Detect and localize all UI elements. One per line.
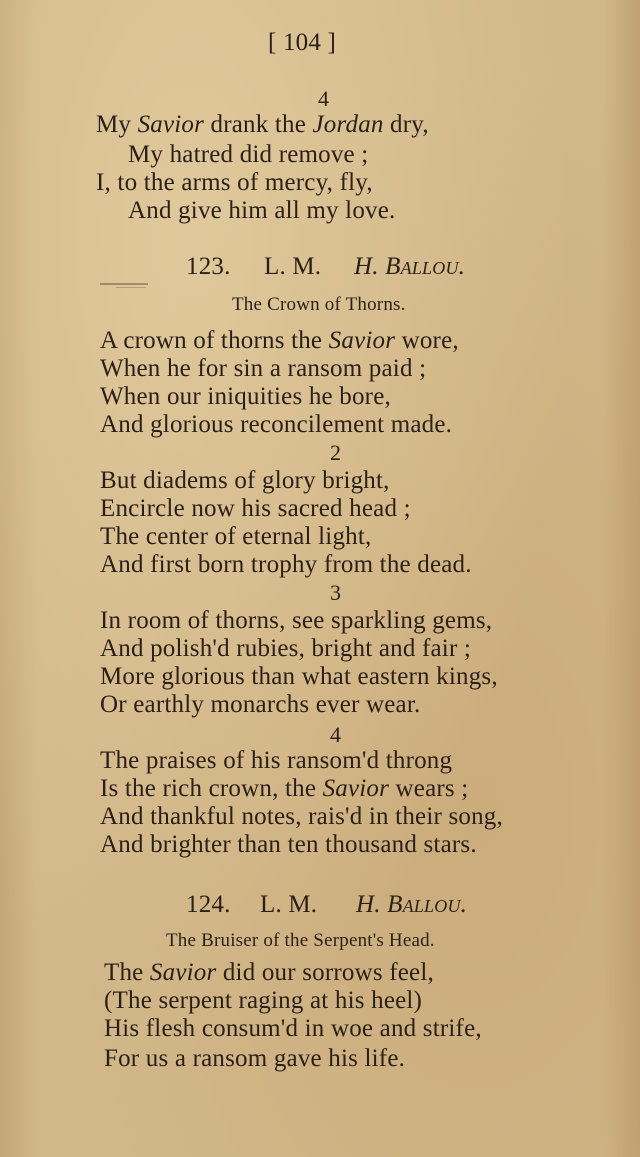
verse-line: In room of thorns, see sparkling gems, [100,607,493,634]
verse-line: Encircle now his sacred head ; [100,495,411,522]
verse-line: My Savior drank the Jordan dry, [96,111,429,138]
verse-line: For us a ransom gave his life. [104,1045,406,1072]
hymn-title: The Crown of Thorns. [232,294,406,315]
hymn-author: H. Ballou. [354,253,466,280]
italic-word: Savior [137,111,205,138]
hymn-meter: L. M. [260,891,318,918]
verse-line: And brighter than ten thousand stars. [100,831,477,858]
verse-line: And polish'd rubies, bright and fair ; [100,635,472,662]
hymn-number: 123. [186,253,231,280]
verse-line: The praises of his ransom'd throng [100,747,453,774]
verse-line: Or earthly monarchs ever wear. [100,691,421,718]
verse-line: His flesh consum'd in woe and strife, [104,1015,482,1042]
verse-line: Is the rich crown, the Savior wears ; [100,775,469,802]
italic-word: Jordan [312,111,384,138]
verse-number: 3 [330,580,342,605]
verse-line: And thankful notes, rais'd in their song, [100,803,503,830]
verse-line: When our iniquities he bore, [100,383,391,410]
hymn-number: 124. [186,891,231,918]
verse-line: And first born trophy from the dead. [100,551,472,578]
paper-mark [100,283,148,285]
verse-line: A crown of thorns the Savior wore, [100,327,459,354]
verse-line: When he for sin a ransom paid ; [100,355,427,382]
hymn-author: H. Ballou. [356,891,468,918]
hymn-title: The Bruiser of the Serpent's Head. [166,930,435,951]
verse-line: My hatred did remove ; [128,141,369,168]
verse-line: And glorious reconcilement made. [100,411,453,438]
verse-line: But diadems of glory bright, [100,467,390,494]
verse-line: And give him all my love. [128,197,396,224]
verse-number: 2 [330,440,342,465]
hymn-meter: L. M. [264,253,322,280]
italic-word: Savior [328,327,396,354]
verse-line: (The serpent raging at his heel) [104,987,423,1014]
verse-line: The center of eternal light, [100,523,372,550]
verse-line: The Savior did our sorrows feel, [104,959,434,986]
italic-word: Savior [322,775,390,802]
verse-number: 4 [330,722,342,747]
page-header: [ 104 ] [268,29,337,56]
paper-mark [116,287,146,288]
italic-word: Savior [149,959,217,986]
verse-number: 4 [318,86,330,111]
verse-line: More glorious than what eastern kings, [100,663,498,690]
verse-line: I, to the arms of mercy, fly, [96,169,373,196]
